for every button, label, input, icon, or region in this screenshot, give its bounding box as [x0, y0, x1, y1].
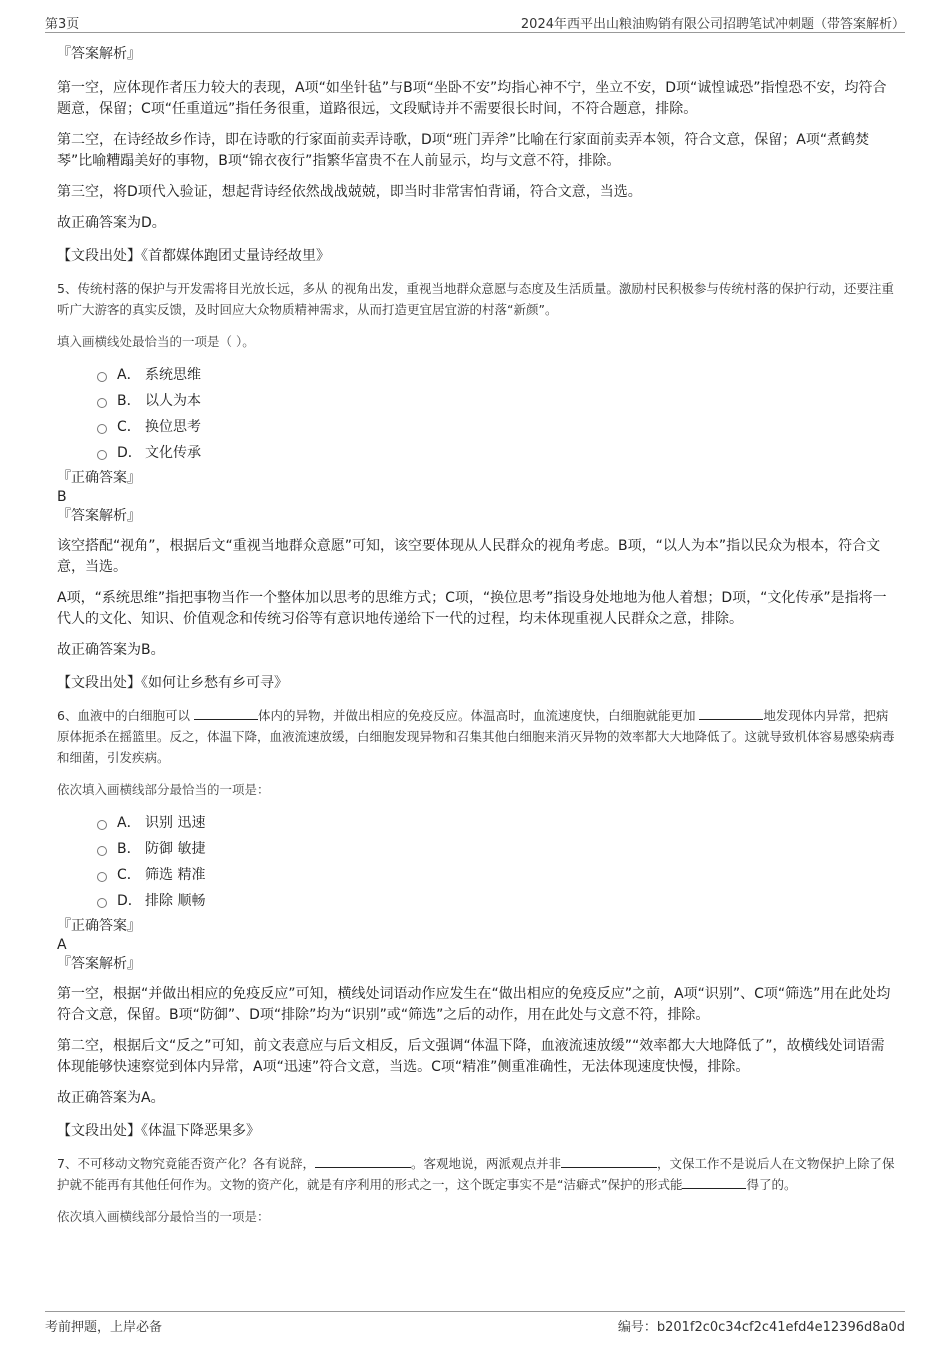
fill-blank[interactable] [561, 1153, 657, 1168]
source-line: 【文段出处】《如何让乡愁有乡可寻》 [57, 675, 288, 691]
option-c[interactable]: C． 换位思考 [97, 414, 897, 440]
option-a[interactable]: A． 系统思维 [97, 362, 897, 388]
option-b[interactable]: B． 防御 敏捷 [97, 836, 897, 862]
analysis-paragraph: 第二空，在诗经故乡作诗，即在诗歌的行家面前卖弄诗歌，D项“班门弄斧”比喻在行家面前卖弄本领，符合文意，保留；A项“煮鹤焚琴”比喻糟蹋美好的事物，B项“锦衣夜行”指繁华富贵不在人前显示，均与文意不符，排除。 [57, 132, 870, 169]
fill-blank[interactable] [699, 705, 763, 720]
fill-blank[interactable] [194, 705, 258, 720]
analysis-paragraph: 第二空，根据后文“反之”可知，前文表意应与后文相反，后文强调“体温下降，血液流速放缓”“效率都大大地降低了”，故横线处词语需体现能够快速察觉到体内异常，A项“迅速”符合文意，当选。C项“精准”侧重准确性，无法体现速度快慢，排除。 [57, 1038, 885, 1075]
source-line [57, 246, 897, 266]
correct-answer-label: 『正确答案』 [57, 918, 141, 934]
correct-answer-label: 『正确答案』 [57, 470, 141, 486]
radio-icon[interactable] [97, 398, 107, 408]
correct-answer: A [57, 937, 67, 953]
question-6-text: 6、血液中的白细胞可以 体内的异物，并做出相应的免疫反应。体温高时，血流速度快，白细胞就能更加 地发现体内异常，把病原体扼杀在摇篮里。反之，体温下降，血液流速放缓，白细胞发现异物和召集其他白细胞来消灭异物的效率都大大地降低了。这就导致机体容易感染病毒和细菌，引发疾病。 [57, 705, 897, 768]
radio-icon[interactable] [97, 872, 107, 882]
analysis-paragraph: A项，“系统思维”指把事物当作一个整体加以思考的思维方式；C项，“换位思考”指设身处地地为他人着想；D项，“文化传承”是指将一代人的文化、知识、价值观念和传统习俗等有意识地传递给下一代的过程，均未体现重视人民群众之意，排除。 [57, 590, 887, 627]
page-number: 第3页 [45, 17, 80, 32]
footer-slogan: 考前押题，上岸必备 [45, 1320, 163, 1335]
question-6-prompt: 依次填入画横线部分最恰当的一项是： [57, 782, 270, 797]
question-7-text: 7、不可移动文物究竟能否资产化？各有说辞， 。客观地说，两派观点并非 ，文保工作不是说后人在文物保护上除了保护就不能再有其他任何作为。文物的资产化，就是有序利用的形式之一，这个既定事实不是“洁癖式”保护的形式能 得了的。 [57, 1153, 897, 1195]
question-7-prompt: 依次填入画横线部分最恰当的一项是： [57, 1209, 270, 1224]
source-prefix: 【文段出处】 [57, 248, 141, 264]
page-header [45, 10, 905, 33]
analysis-conclusion: 故正确答案为D。 [57, 215, 166, 231]
analysis-paragraph: 第一空，应体现作者压力较大的表现，A项“如坐针毡”与B项“坐卧不安”均指心神不宁，坐立不安，D项“诚惶诚恐”指惶恐不安，均符合题意，保留；C项“任重道远”指任务很重，道路很远，文段赋诗并不需要很长时间，不符合题意，排除。 [57, 80, 887, 117]
source-title: 《首都媒体跑团丈量诗经故里》 [141, 248, 330, 264]
analysis-paragraph: 第一空，根据“并做出相应的免疫反应”可知，横线处词语动作应发生在“做出相应的免疫反应”之前，A项“识别”、C项“筛选”用在此处均符合文意，保留。B项“防御”、D项“排除”均为“识别”或“筛选”之后的动作，用在此处与文意不符，排除。 [57, 986, 891, 1023]
question-5-text: 5、传统村落的保护与开发需将目光放长远，多从 的视角出发，重视当地群众意愿与态度及生活质量。激励村民积极参与传统村落的保护行动，还要注重听广大游客的真实反馈，及时回应大众物质精神需求，从而打造更宜居宜游的村落“新颜”。 [57, 281, 894, 317]
analysis-label: 『答案解析』 [57, 508, 141, 524]
option-b[interactable]: B． 以人为本 [97, 388, 897, 414]
correct-answer: B [57, 489, 67, 505]
analysis-conclusion: 故正确答案为A。 [57, 1090, 165, 1106]
analysis-label: 『答案解析』 [57, 956, 141, 972]
option-d[interactable]: D． 文化传承 [97, 440, 897, 466]
page-footer [45, 1311, 905, 1334]
radio-icon[interactable] [97, 372, 107, 382]
radio-icon[interactable] [97, 424, 107, 434]
analysis-paragraph: 该空搭配“视角”，根据后文“重视当地群众意愿”可知，该空要体现从人民群众的视角考虑。B项，“以人为本”指以民众为根本，符合文意，当选。 [57, 538, 881, 575]
analysis-conclusion: 故正确答案为B。 [57, 642, 165, 658]
option-c[interactable]: C． 筛选 精准 [97, 862, 897, 888]
question-5-prompt: 填入画横线处最恰当的一项是（ ）。 [57, 334, 255, 349]
option-d[interactable]: D． 排除 顺畅 [97, 888, 897, 914]
page-content [57, 44, 897, 1227]
question-5-options [57, 362, 897, 466]
radio-icon[interactable] [97, 846, 107, 856]
fill-blank[interactable] [682, 1174, 746, 1189]
radio-icon[interactable] [97, 450, 107, 460]
question-6-options [57, 810, 897, 914]
document-code: 编号：b201f2c0c34cf2c41efd4e12396d8a0d [617, 1320, 905, 1335]
fill-blank[interactable] [315, 1153, 411, 1168]
analysis-label: 『答案解析』 [57, 46, 141, 62]
source-line: 【文段出处】《体温下降恶果多》 [57, 1123, 260, 1139]
document-title: 2024年西平出山粮油购销有限公司招聘笔试冲刺题（带答案解析） [520, 17, 905, 32]
analysis-paragraph: 第三空，将D项代入验证，想起背诗经依然战战兢兢，即当时非常害怕背诵，符合文意，当选。 [57, 184, 642, 200]
radio-icon[interactable] [97, 898, 107, 908]
radio-icon[interactable] [97, 820, 107, 830]
option-a[interactable]: A． 识别 迅速 [97, 810, 897, 836]
